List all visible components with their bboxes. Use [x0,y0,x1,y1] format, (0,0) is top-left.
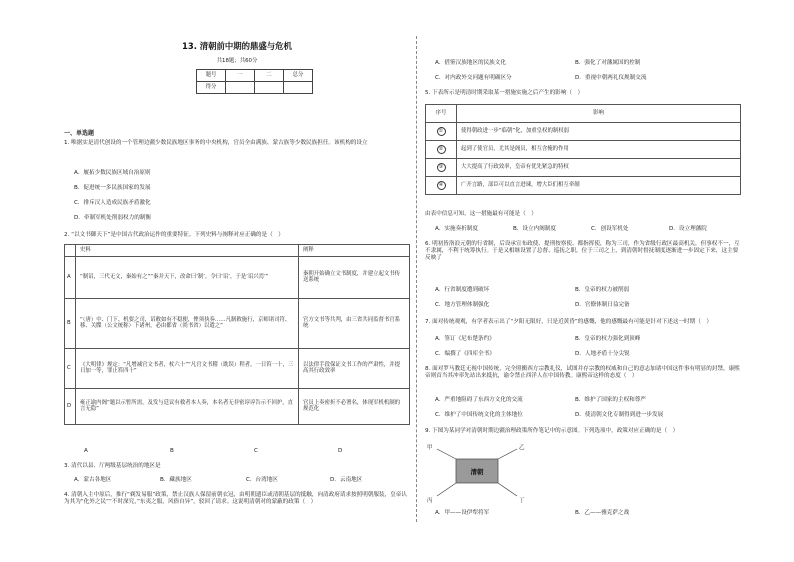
question-1-option-a[interactable]: A．履拓少数民族区域自治原则 [74,170,151,176]
question-8-option-b[interactable]: B．维护了国家的主权和尊严 [575,397,646,403]
question-5-table-header [426,105,741,123]
question-2-table [64,244,410,425]
question-2-table-header [65,245,410,257]
question-4-option-d[interactable]: D．重视中朝两礼仪规制交流 [575,75,647,81]
question-1-option-d[interactable]: D．牵制军机处削弱权力的制衡 [74,215,152,221]
question-2-option-a[interactable]: A [84,448,88,454]
table-header-effect: 影响 [457,105,741,123]
row-label[interactable]: A [65,256,76,298]
question-1-option-b[interactable]: B．促进统一多民族国家的发展 [74,185,151,191]
question-9-option-a[interactable]: A．甲——设伊犁将军 [435,510,490,516]
question-9-stem: 9. 下图为某同学对清朝时期边疆治理政策所作笔记中的示意图。下列选项中，政策对应正确的是（ ） [425,428,679,434]
row-source: “（唐）中、门下、机要之司，诏敕如有不稳便，俾须执奏……凡制敕施行，京师诸司符、移、关牒（公文统称）下诸州，必由都省（尚书省）以遣之” [76,298,299,348]
row-text: 大大提高了行政效率，皇帝有优先紧急的特权 [457,159,741,177]
diagram-corner-label: 乙 [519,445,525,451]
question-6-option-c[interactable]: C．地方管理体制强化 [435,302,490,308]
question-3-option-d[interactable]: D．云南地区 [330,477,363,483]
question-5-option-a[interactable]: A．实施奏折制度 [435,226,478,232]
row-number: ② [437,145,446,154]
question-4-option-b[interactable]: B．强化了对藩属国的控制 [575,60,641,66]
question-7-stem: 7. 面对传统观观，有学者表示出了“夕阳无限好，只是近黄昏”的感慨，他的感慨最有可能是针对下述这一时期（ ） [425,319,713,325]
score-header: 总分 [284,70,313,82]
question-8-option-a[interactable]: A．严重地阻碍了东西方文化的交流 [435,397,523,403]
score-row [197,82,313,94]
question-6-option-a[interactable]: A．行省制度遭到破坏 [435,287,490,293]
question-9-diagram [425,442,535,508]
table-header-source: 史料 [76,245,299,257]
question-5-table [425,104,741,195]
score-row-label: 得分 [197,82,226,94]
question-4-stem: 4. 清朝入主中原后，推行“剃发易服”政策，禁止汉族人保留前朝衣冠，由明朝遗臣或清朝基层的抵触，向清政府请求按照明朝服装，皇帝认为其为“化外之民”“不时深究，”东夷之服，风俗自异”，驳回了请求。这说明清朝对的蒙蔽的政策（ ） [64,492,407,505]
question-2-option-c[interactable]: C [254,448,258,454]
question-5-stem: 5. 下表所示是明清时期采取某一措施实施之后产生的影响（ ） [425,90,584,96]
question-6-stem: 6. 明初皆洛浪元朝的行省制，后设承宣布政使、提刑按察使、都指挥使，称为三司，作为省级行政区最高机关，但事权不一，互不隶属，不利于统筹执行。于是又相继设置了总督、巡抚之职，位于三司之上，到清朝时督抚制度逐渐进一步固定下来，这主要反映了 [425,241,740,261]
question-4-option-c[interactable]: C．对内政外交问题有明确区分 [435,75,512,81]
diagram-corner-label: 甲 [427,445,433,451]
question-5-option-b[interactable]: B．设立内阁制度 [513,226,556,232]
section-heading: 一、单选题 [64,130,95,137]
table-row [426,123,741,141]
table-row [426,159,741,177]
row-label[interactable]: C [65,348,76,388]
row-note: 官方文书等共判，由三省共同监督书官系统 [299,298,410,348]
question-6-option-d[interactable]: D．官僚体制日益完备 [575,302,630,308]
diagram-arrow-line [437,449,456,459]
row-source: 雍正谕内阁“题以示暂所需，及发与廷议有救者本人奏，本名者无非密谆谆告示不回护，直言无隐” [76,388,299,424]
page-title: 13. 清朝前中期的鼎盛与危机 [182,41,292,51]
row-text: 使得朝政进一步“临朝”化，加重皇权的制权弱 [457,123,741,141]
question-6-option-b[interactable]: B．皇帝的权力被削弱 [575,287,630,293]
table-header-no: 序号 [426,105,457,123]
question-8-option-c[interactable]: C．维护了中国传统文化的主体地位 [435,412,523,418]
score-header: 一 [226,70,255,82]
question-4-option-a[interactable]: A．借鉴汉族地区的民族文化 [435,60,506,66]
question-2-stem: 2. “以文书御天下”是中国古代政治运作的重要特征。下列史料与阐释对应正确的是（ ） [64,232,284,238]
table-row [65,298,410,348]
question-7-option-c[interactable]: C．编撰了《四库全书》 [435,351,495,357]
question-7-option-d[interactable]: D．人地矛盾十分尖锐 [575,351,630,357]
score-header: 二 [255,70,284,82]
diagram-arrow-line [437,483,456,496]
score-cell[interactable] [226,82,255,94]
question-2-option-b[interactable]: B [170,448,174,454]
question-5-option-d[interactable]: D．设立理藩院 [669,226,707,232]
diagram-arrow-line [498,449,517,459]
row-number: ① [437,127,446,136]
row-text: 广开言路，部臣可以直言进谏，增大臣们相互牵制 [457,177,741,195]
score-header: 题号 [197,70,226,82]
question-8-stem: 8. 面对罗马教廷无视中国传统，完全照搬西方宗教礼仪，试图并存宗教的权威和自己的意志加诸中国这件事有明显的封禁，康熙帝则首当其冲率先站出来抵抗，谕令禁止西洋人在中国传教。康熙帝这样的态度（ ） [425,366,740,379]
diagram-corner-label: 丙 [427,498,433,504]
row-label[interactable]: B [65,298,76,348]
column-divider [416,36,417,522]
table-row [426,177,741,195]
question-3-option-a[interactable]: A．蒙古各地区 [74,477,112,483]
row-note: 以法律手段保证文书工作的严肃性，并提高其行政效率 [299,348,410,388]
table-row [65,256,410,298]
diagram-arrow-line [498,483,517,496]
question-7-option-b[interactable]: B．皇帝的权力强化到顶峰 [575,336,641,342]
diagram-corner-label: 丁 [519,498,525,504]
question-9-option-b[interactable]: B．乙——雅克萨之战 [575,510,630,516]
row-label[interactable]: D [65,388,76,424]
question-1-option-c[interactable]: C．排斥汉人造成民族矛盾激化 [74,200,151,206]
row-text: 起到了使官员，尤其是阁员，相互含掩的作用 [457,141,741,159]
table-row [65,388,410,424]
question-3-option-c[interactable]: C．台湾地区 [246,477,278,483]
row-note: 秦朝开始确立文书制度，并建立起文书传送系统 [299,256,410,298]
question-1-stem: 1. 唯据实是清代创设的一个管理边疆少数民族地区事务的中央机构，官员全由满族、蒙古族等少数民族担任。该机构的设立 [64,140,368,146]
question-5-after: 由表中信息可知，这一措施最有可能是（ ） [425,211,537,217]
table-header-note: 阐释 [299,245,410,257]
score-cell[interactable] [255,82,284,94]
question-5-option-c[interactable]: C．创设军机处 [591,226,629,232]
question-2-option-d[interactable]: D [338,448,343,454]
row-source: “制诏，三代无文，秦始有之”“秦并天下，改命曰‘制’，令曰‘诏’，于是‘诏兴焉’” [76,256,299,298]
table-row [426,141,741,159]
row-note: 官员上奏密折不必署名，体现军机机制的规范化 [299,388,410,424]
score-header-row [197,70,313,82]
page-subtitle: 共18题；共60分 [216,58,258,64]
row-number: ④ [437,181,446,190]
question-3-option-b[interactable]: B．藏族地区 [160,477,192,483]
score-table [196,69,313,94]
row-source: 《大明律》规定：“凡增减官文书者，杖六十”“凡官文书稽（耽误）程者，一日笞一十，三日加一等，罪止笞四十” [76,348,299,388]
diagram-center-label: 清朝 [470,468,484,476]
row-number: ③ [437,163,446,172]
table-row [65,348,410,388]
question-3-stem: 3. 清代以县、厅两级基层统治的地区是 [64,463,161,469]
question-7-option-a[interactable]: A．签订《尼布楚条约》 [435,336,495,342]
question-8-option-d[interactable]: D．使清朝文化专制得到进一步发展 [575,412,664,418]
score-cell[interactable] [284,82,313,94]
